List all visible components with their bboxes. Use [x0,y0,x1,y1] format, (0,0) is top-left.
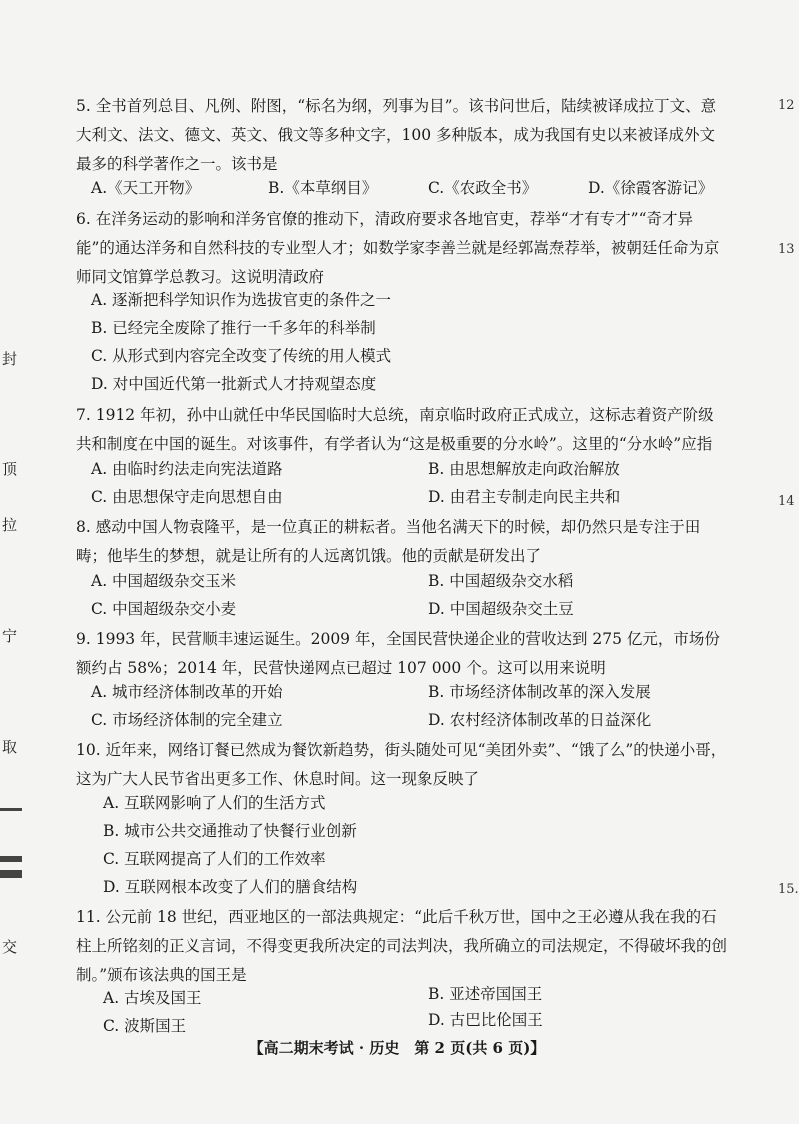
q9-option-a: A. 城市经济体制改革的开始 [91,683,283,701]
scan-mark [0,808,22,811]
right-margin-number: 14 [778,494,795,509]
q5-option-b: B.《本草纲目》 [268,179,378,197]
right-margin-number: 12 [778,98,795,113]
margin-char-2: 顶 [2,460,18,478]
q10-option-d: D. 互联网根本改变了人们的膳食结构 [103,878,358,896]
right-margin-number: 15. [778,882,799,897]
q5-option-c: C.《农政全书》 [428,179,538,197]
scan-mark [0,856,22,862]
question-10-stem: 10. 近年来，网络订餐已然成为餐饮新趋势，街头随处可见“美团外卖”、“饿了么”的快递小哥，这为广大人民节省出更多工作、休息时间。这一现象反映了 [76,741,727,788]
margin-char-6: 交 [2,938,18,956]
right-margin-number: 13 [778,242,795,257]
margin-char-5: 取 [2,738,18,756]
question-8-stem: 8. 感动中国人物袁隆平，是一位真正的耕耘者。当他名满天下的时候，却仍然只是专注于田畴；他毕生的梦想，就是让所有的人远离饥饿。他的贡献是研发出了 [76,518,701,565]
question-5-stem: 5. 全书首列总目、凡例、附图，“标名为纲，列事为目”。该书问世后，陆续被译成拉丁文、意大利文、法文、德文、英文、俄文等多种文字，100 多种版本，成为我国有史以来被译成外文最多的科学著作之一。该书是 [76,97,717,173]
q9-option-c: C. 市场经济体制的完全建立 [91,711,283,729]
scan-mark [0,870,22,878]
q6-option-d: D. 对中国近代第一批新式人才持观望态度 [91,375,377,393]
q10-option-b: B. 城市公共交通推动了快餐行业创新 [103,822,357,840]
q5-option-d: D.《徐霞客游记》 [588,179,714,197]
q6-option-b: B. 已经完全废除了推行一千多年的科举制 [91,319,376,337]
q10-option-c: C. 互联网提高了人们的工作效率 [103,850,326,868]
q7-option-c: C. 由思想保守走向思想自由 [91,488,283,506]
q6-option-c: C. 从形式到内容完全改变了传统的用人模式 [91,347,392,365]
q8-option-b: B. 中国超级杂交水稻 [428,572,574,590]
q11-option-a: A. 古埃及国王 [103,989,202,1007]
margin-char-1: 封 [2,350,18,368]
q11-option-b: B. 亚述帝国国王 [428,985,543,1003]
page-footer: 【高二期末考试 · 历史 第 2 页(共 6 页)】 [248,1039,546,1057]
q7-option-d: D. 由君主专制走向民主共和 [428,488,621,506]
question-6-stem: 6. 在洋务运动的影响和洋务官僚的推动下，清政府要求各地官吏，荐举“才有专才”“奇才异能”的通达洋务和自然科技的专业型人才；如数学家李善兰就是经郭嵩焘荐举，被朝廷任命为京师同文馆算学总教习。这说明清政府 [76,210,720,286]
q7-option-b: B. 由思想解放走向政治解放 [428,460,620,478]
question-7-stem: 7. 1912 年初，孙中山就任中华民国临时大总统，南京临时政府正式成立，这标志着资产阶级共和制度在中国的诞生。对该事件，有学者认为“这是极重要的分水岭”。这里的“分水岭”应指 [76,406,714,453]
margin-char-4: 宁 [2,627,18,645]
q8-option-d: D. 中国超级杂交土豆 [428,600,574,618]
q7-option-a: A. 由临时约法走向宪法道路 [91,460,283,478]
q8-option-a: A. 中国超级杂交玉米 [91,572,237,590]
q9-option-d: D. 农村经济体制改革的日益深化 [428,711,652,729]
q8-option-c: C. 中国超级杂交小麦 [91,600,237,618]
question-9-stem: 9. 1993 年，民营顺丰速运诞生。2009 年，全国民营快递企业的营收达到 275 亿元，市场份额约占 58%；2014 年，民营快递网点已超过 107 000 个。这可以用来说明 [76,630,720,677]
margin-char-3: 拉 [2,516,18,534]
question-11-stem: 11. 公元前 18 世纪，西亚地区的一部法典规定：“此后千秋万世，国中之王必遵从我在我的石柱上所铭刻的正义言词，不得变更我所决定的司法判决，我所确立的司法规定，不得破坏我的创制。”颁布该法典的国王是 [76,908,728,984]
q11-option-d: D. 古巴比伦国王 [428,1011,543,1029]
q11-option-c: C. 波斯国王 [103,1017,187,1035]
q6-option-a: A. 逐渐把科学知识作为选拔官吏的条件之一 [91,291,392,309]
q10-option-a: A. 互联网影响了人们的生活方式 [103,794,326,812]
q9-option-b: B. 市场经济体制改革的深入发展 [428,683,651,701]
q5-option-a: A.《天工开物》 [91,179,201,197]
